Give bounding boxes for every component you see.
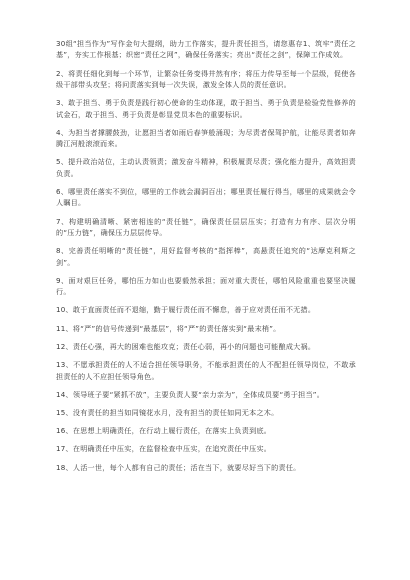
list-item: 18、人活一世，每个人都有自己的责任；活在当下，就要尽好当下的责任。	[56, 462, 301, 472]
list-item: 4、为担当者撑腰鼓劲，让愿担当者如雨后春笋般涌现；为尽责者保驾护航，让能尽责者如奔腾江河般滚滚而来。	[56, 127, 356, 149]
list-item: 7、构建明确清晰、紧密相连的“责任链”，确保责任层层压实；打造有力有序、层次分明的“压力链”，确保压力层层传导。	[56, 216, 356, 238]
list-item: 11、将“严”的信号传递到“最基层”，将“严”的责任落实到“最末梢”。	[56, 323, 281, 333]
list-item: 13、不愿承担责任的人不适合担任领导职务，不能承担责任的人不配担任领导岗位，不敢承担责任的人不应担任领导角色。	[56, 360, 356, 381]
list-item: 16、在思想上明确责任，在行动上履行责任，在落实上负责到底。	[56, 426, 272, 436]
list-item: 14、领导班子要“紧抓不放”，主要负责人要“亲力亲为”，全体成员要“勇于担当”。	[56, 389, 325, 399]
list-item: 6、哪里责任落实不到位，哪里的工作就会漏洞百出；哪里责任履行得当，哪里的成果就会令人瞩目。	[56, 187, 356, 208]
list-item: 2、将责任细化到每一个环节，让繁杂任务变得井然有序；将压力传导至每一个层级，促使各级干部带头攻坚；将问责落实到每一次失误，激发全体人员的责任意识。	[56, 68, 356, 90]
document-body	[56, 38, 356, 480]
intro-paragraph: 30组“担当作为”写作金句大提纲，助力工作落实，提升责任担当，请您惠存1、筑牢“责任之基”，夯实工作根基；织密“责任之网”，确保任务落实；亮出“责任之剑”，保障工作成效。	[56, 39, 356, 60]
list-item: 15、没有责任的担当如同镜花水月，没有担当的责任如同无本之木。	[56, 407, 279, 417]
list-item: 12、责任心强，再大的困难也能攻克；责任心弱，再小的问题也可能酿成大祸。	[56, 341, 316, 351]
list-item: 17、在明确责任中压实，在监督检查中压实，在追究责任中压实。	[56, 444, 272, 454]
list-item: 8、完善责任明晰的“责任链”，用好监督考核的“指挥棒”，高悬责任追究的“达摩克利斯之剑”。	[56, 246, 356, 267]
list-item: 3、敢于担当、勇于负责是践行初心使命的生动体现，敢于担当、勇于负责是检验党性修养的试金石，敢于担当、勇于负责是彰显党员本色的重要标识。	[56, 98, 356, 119]
list-item: 9、面对艰巨任务，哪怕压力如山也要毅然承担；面对重大责任，哪怕风险重重也要坚决履行。	[56, 275, 356, 297]
list-item: 5、提升政治站位，主动认责领责；激发奋斗精神，积极履责尽责；强化能力提升，高效担责负责。	[56, 157, 356, 178]
list-item: 10、敢于直面责任而不退缩，勤于履行责任而不懈怠，善于应对责任而不无措。	[56, 305, 316, 315]
